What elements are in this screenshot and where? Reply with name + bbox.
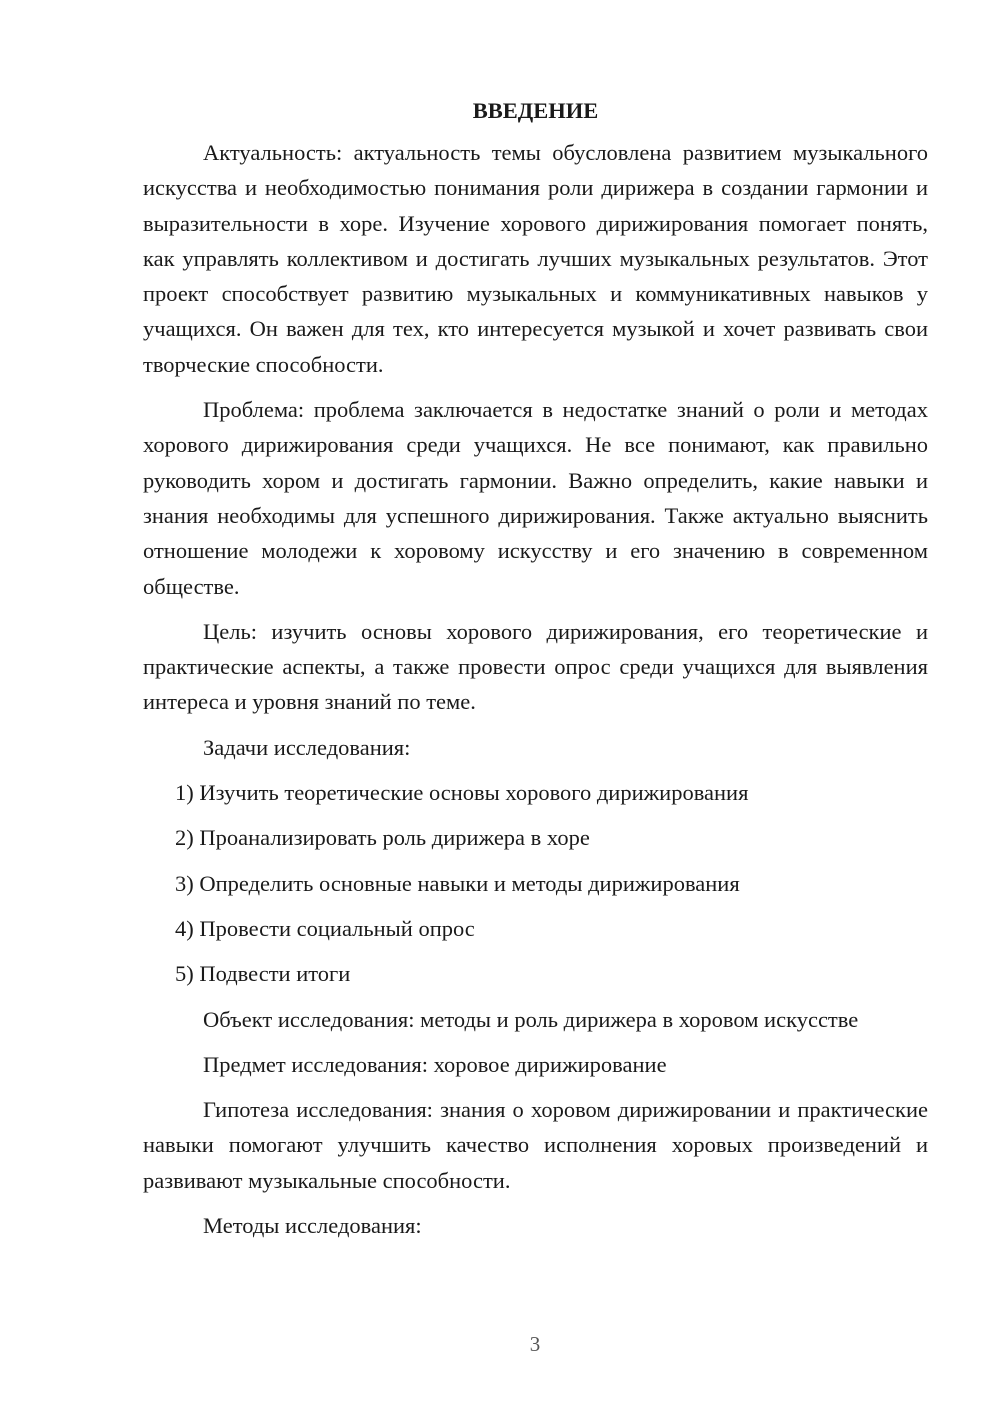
page-number: 3	[529, 1332, 541, 1356]
task-item-2: 2) Проанализировать роль дирижера в хоре	[175, 825, 590, 851]
paragraph-gap	[143, 856, 928, 866]
methods-heading: Методы исследования:	[203, 1213, 422, 1239]
relevance-paragraph: Актуальность: актуальность темы обусловлена развитием музыкального искусства и необходимостью понимания роли дирижера в создании гармонии и выразительности в хоре. Изучение хорового дирижирования помогает понять, как управлять коллективом и достигать лучших музыкальных результатов. Этот проект способствует развитию музыкальных и коммуникативных навыков у учащихся. Он важен для тех, кто интересуется музыкой и хочет развивать свои творческие способности.	[143, 140, 928, 377]
paragraph-gap	[143, 901, 928, 911]
goal-paragraph: Цель: изучить основы хорового дирижирования, его теоретические и практические аспекты, а также провести опрос среди учащихся для выявления интереса и уровня знаний по теме.	[143, 618, 928, 715]
paragraph-gap	[143, 604, 928, 614]
task-item-4: 4) Провести социальный опрос	[175, 915, 475, 941]
paragraph-gap	[143, 810, 928, 820]
task-item-1: 1) Изучить теоретические основы хорового дирижирования	[175, 780, 749, 806]
paragraph-gap	[143, 1198, 928, 1208]
tasks-heading: Задачи исследования:	[203, 734, 411, 760]
hypothesis-paragraph: Гипотеза исследования: знания о хоровом дирижировании и практические навыки помогают улучшить качество исполнения хоровых произведений и развивают музыкальные способности.	[143, 1097, 928, 1193]
object-paragraph: Объект исследования: методы и роль дирижера в хоровом искусстве	[203, 1006, 859, 1032]
paragraph-gap	[143, 382, 928, 392]
page-content	[143, 93, 928, 1243]
subject-paragraph: Предмет исследования: хоровое дирижирование	[203, 1051, 667, 1077]
task-item-5: 5) Подвести итоги	[175, 961, 351, 987]
paragraph-gap	[143, 946, 928, 956]
page-title: ВВЕДЕНИЕ	[472, 98, 599, 123]
paragraph-gap	[143, 992, 928, 1002]
problem-paragraph: Проблема: проблема заключается в недостатке знаний о роли и методах хорового дирижирования среди учащихся. Не все понимают, как правильно руководить хором и достигать гармонии. Важно определить, какие навыки и знания необходимы для успешного дирижирования. Также актуально выяснить отношение молодежи к хоровому искусству и его значению в современном обществе.	[143, 397, 928, 599]
paragraph-gap	[143, 720, 928, 730]
paragraph-gap	[143, 765, 928, 775]
paragraph-gap	[143, 1037, 928, 1047]
task-item-3: 3) Определить основные навыки и методы дирижирования	[175, 870, 740, 896]
paragraph-gap	[143, 1082, 928, 1092]
